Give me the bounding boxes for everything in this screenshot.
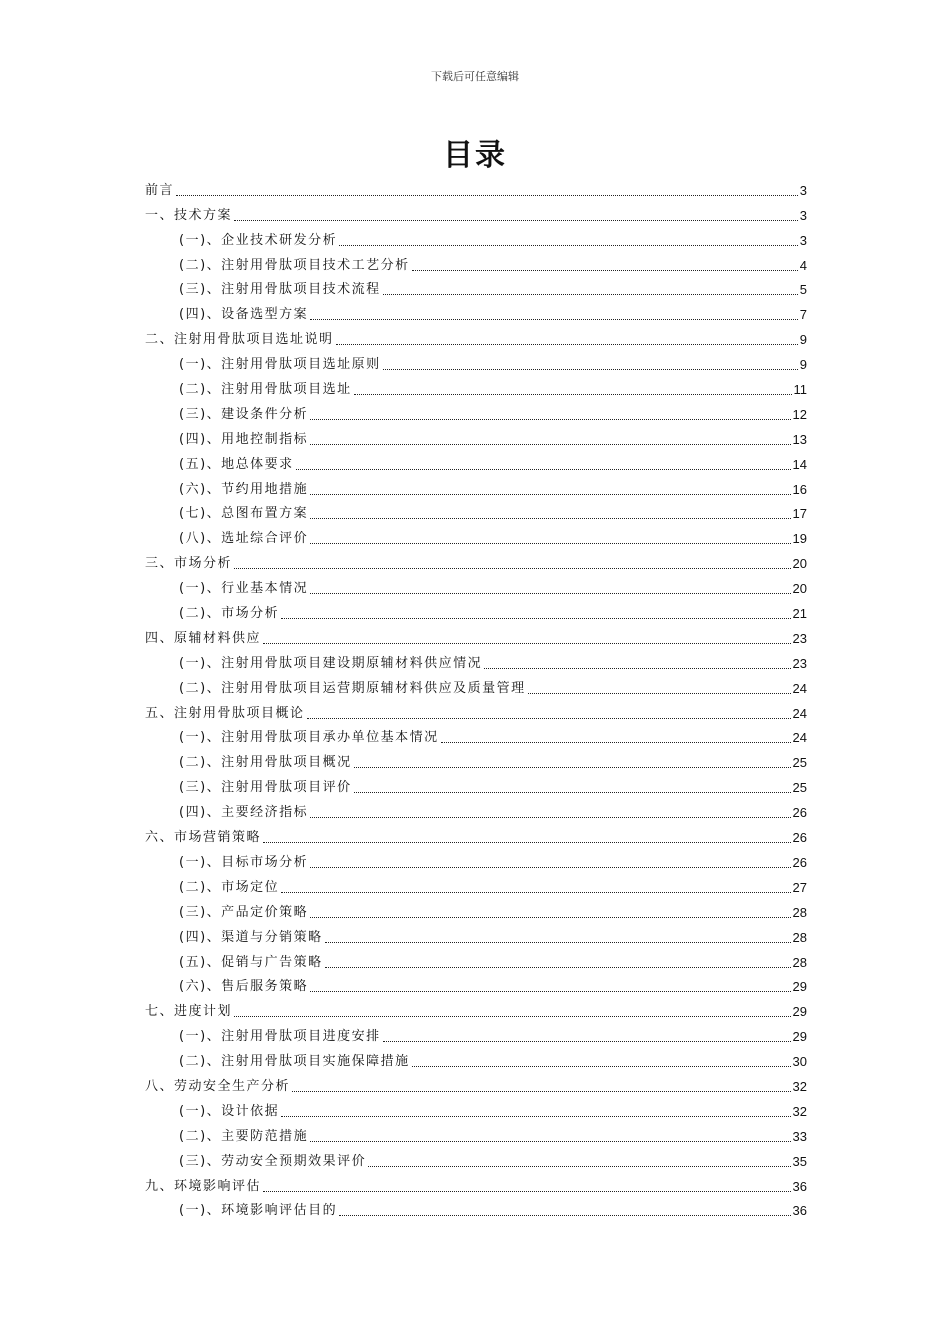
toc-entry-page: 27 — [792, 879, 807, 895]
toc-leader-dots — [412, 1066, 791, 1067]
toc-leader-dots — [281, 1116, 790, 1117]
toc-entry-page: 5 — [799, 282, 807, 298]
toc-entry-label: 前言 — [145, 182, 175, 198]
toc-entry[interactable] — [145, 871, 807, 896]
toc-entry-label: (四)、主要经济指标 — [179, 805, 309, 821]
toc-entry-label: (八)、选址综合评价 — [179, 531, 309, 547]
toc-entry-label: 六、市场营销策略 — [145, 830, 262, 846]
toc-entry-page: 7 — [799, 307, 807, 323]
toc-entry-label: (二)、注射用骨肽项目实施保障措施 — [179, 1054, 410, 1070]
toc-leader-dots — [234, 568, 791, 569]
toc-entry[interactable] — [145, 224, 807, 249]
toc-entry[interactable] — [145, 1045, 807, 1070]
toc-leader-dots — [310, 1141, 790, 1142]
toc-leader-dots — [263, 842, 791, 843]
toc-entry-page: 20 — [792, 581, 807, 597]
toc-entry[interactable] — [145, 448, 807, 473]
toc-leader-dots — [441, 742, 791, 743]
toc-entry-page: 13 — [792, 431, 807, 447]
toc-entry[interactable] — [145, 1020, 807, 1045]
toc-entry[interactable] — [145, 547, 807, 572]
toc-entry-page: 3 — [799, 207, 807, 223]
toc-entry-label: (一)、环境影响评估目的 — [179, 1203, 338, 1219]
toc-entry-page: 19 — [792, 531, 807, 547]
toc-leader-dots — [310, 817, 790, 818]
toc-entry-page: 11 — [793, 382, 807, 398]
toc-leader-dots — [336, 344, 798, 345]
toc-entry-page: 24 — [792, 730, 807, 746]
toc-entry-label: (一)、目标市场分析 — [179, 854, 309, 870]
toc-entry-page: 9 — [799, 332, 807, 348]
toc-leader-dots — [296, 469, 791, 470]
toc-entry-page: 23 — [792, 630, 807, 646]
toc-entry-page: 24 — [792, 680, 807, 696]
toc-entry-label: (二)、市场定位 — [179, 879, 280, 895]
toc-entry-page: 25 — [792, 755, 807, 771]
toc-leader-dots — [354, 394, 792, 395]
toc-entry-label: (七)、总图布置方案 — [179, 506, 309, 522]
toc-entry[interactable] — [145, 1120, 807, 1145]
toc-entry-label: (三)、产品定价策略 — [179, 904, 309, 920]
toc-entry-label: (二)、注射用骨肽项目运营期原辅材料供应及质量管理 — [179, 680, 526, 696]
toc-entry-label: (五)、地总体要求 — [179, 456, 294, 472]
toc-entry-label: 四、原辅材料供应 — [145, 630, 262, 646]
toc-entry[interactable] — [145, 174, 807, 199]
toc-entry-label: (二)、注射用骨肽项目技术工艺分析 — [179, 257, 410, 273]
toc-entry-page: 29 — [792, 1029, 807, 1045]
toc-entry-label: (三)、劳动安全预期效果评价 — [179, 1153, 367, 1169]
toc-entry[interactable] — [145, 274, 807, 299]
toc-entry[interactable] — [145, 373, 807, 398]
toc-leader-dots — [325, 967, 791, 968]
toc-entry-page: 12 — [792, 406, 807, 422]
toc-entry-page: 29 — [792, 1004, 807, 1020]
toc-entry[interactable] — [145, 722, 807, 747]
toc-entry-label: 一、技术方案 — [145, 207, 233, 223]
toc-entry-page: 23 — [792, 655, 807, 671]
toc-entry[interactable] — [145, 896, 807, 921]
toc-entry[interactable] — [145, 522, 807, 547]
toc-entry[interactable] — [145, 796, 807, 821]
toc-entry-label: (一)、注射用骨肽项目进度安排 — [179, 1029, 381, 1045]
toc-entry-label: (二)、注射用骨肽项目概况 — [179, 755, 352, 771]
toc-entry-label: (四)、渠道与分销策略 — [179, 929, 323, 945]
toc-entry[interactable] — [145, 423, 807, 448]
toc-entry-label: (三)、注射用骨肽项目评价 — [179, 780, 352, 796]
toc-entry[interactable] — [145, 1145, 807, 1170]
toc-leader-dots — [310, 991, 790, 992]
toc-entry-page: 9 — [799, 357, 807, 373]
toc-leader-dots — [528, 693, 791, 694]
toc-entry-page: 3 — [799, 182, 807, 198]
table-of-contents — [145, 174, 807, 1219]
toc-entry-label: (三)、注射用骨肽项目技术流程 — [179, 282, 381, 298]
toc-leader-dots — [307, 718, 791, 719]
toc-entry-page: 28 — [792, 929, 807, 945]
toc-entry[interactable] — [145, 921, 807, 946]
toc-entry[interactable] — [145, 746, 807, 771]
toc-entry-page: 32 — [792, 1078, 807, 1094]
toc-leader-dots — [234, 220, 798, 221]
toc-entry-label: (二)、市场分析 — [179, 606, 280, 622]
toc-leader-dots — [339, 1215, 790, 1216]
toc-entry[interactable] — [145, 821, 807, 846]
toc-entry[interactable] — [145, 647, 807, 672]
toc-leader-dots — [310, 319, 798, 320]
toc-leader-dots — [263, 643, 791, 644]
toc-leader-dots — [412, 270, 798, 271]
toc-entry[interactable] — [145, 946, 807, 971]
toc-entry-page: 24 — [792, 705, 807, 721]
toc-leader-dots — [234, 1016, 791, 1017]
toc-entry-label: 八、劳动安全生产分析 — [145, 1078, 291, 1094]
toc-entry-page: 4 — [799, 257, 807, 273]
toc-entry-page: 36 — [792, 1178, 807, 1194]
toc-entry[interactable] — [145, 597, 807, 622]
toc-entry[interactable] — [145, 622, 807, 647]
toc-entry[interactable] — [145, 1195, 807, 1220]
toc-leader-dots — [310, 593, 790, 594]
toc-entry-page: 30 — [792, 1054, 807, 1070]
toc-entry[interactable] — [145, 323, 807, 348]
toc-entry-page: 36 — [792, 1203, 807, 1219]
toc-leader-dots — [310, 543, 790, 544]
toc-entry-page: 21 — [792, 606, 807, 622]
toc-entry-page: 28 — [792, 954, 807, 970]
toc-entry[interactable] — [145, 572, 807, 597]
toc-leader-dots — [263, 1191, 791, 1192]
toc-entry[interactable] — [145, 199, 807, 224]
toc-leader-dots — [310, 917, 790, 918]
toc-entry[interactable] — [145, 473, 807, 498]
toc-entry[interactable] — [145, 697, 807, 722]
toc-entry[interactable] — [145, 398, 807, 423]
toc-leader-dots — [292, 1091, 791, 1092]
toc-entry-label: (二)、注射用骨肽项目选址 — [179, 382, 352, 398]
toc-entry[interactable] — [145, 846, 807, 871]
toc-entry-page: 16 — [792, 481, 807, 497]
toc-entry-label: 九、环境影响评估 — [145, 1178, 262, 1194]
toc-leader-dots — [310, 444, 790, 445]
toc-entry[interactable] — [145, 995, 807, 1020]
toc-entry-page: 32 — [792, 1103, 807, 1119]
toc-leader-dots — [281, 892, 790, 893]
toc-leader-dots — [281, 618, 790, 619]
toc-entry-label: (三)、建设条件分析 — [179, 406, 309, 422]
toc-leader-dots — [354, 767, 791, 768]
toc-entry[interactable] — [145, 771, 807, 796]
toc-entry-label: (一)、注射用骨肽项目建设期原辅材料供应情况 — [179, 655, 483, 671]
toc-entry-label: 三、市场分析 — [145, 556, 233, 572]
toc-leader-dots — [484, 668, 790, 669]
toc-entry-page: 35 — [792, 1153, 807, 1169]
toc-entry-page: 29 — [792, 979, 807, 995]
toc-entry-page: 17 — [792, 506, 807, 522]
toc-entry[interactable] — [145, 249, 807, 274]
toc-entry[interactable] — [145, 971, 807, 996]
toc-leader-dots — [310, 867, 790, 868]
toc-entry[interactable] — [145, 298, 807, 323]
toc-entry-label: (一)、注射用骨肽项目承办单位基本情况 — [179, 730, 439, 746]
toc-leader-dots — [383, 294, 798, 295]
toc-entry[interactable] — [145, 348, 807, 373]
toc-leader-dots — [368, 1166, 790, 1167]
toc-entry-label: (一)、企业技术研发分析 — [179, 232, 338, 248]
toc-entry[interactable] — [145, 1095, 807, 1120]
toc-leader-dots — [176, 195, 798, 196]
toc-entry[interactable] — [145, 1170, 807, 1195]
toc-entry-page: 25 — [792, 780, 807, 796]
toc-leader-dots — [310, 494, 790, 495]
toc-entry-label: 五、注射用骨肽项目概论 — [145, 705, 305, 721]
header-note: 下载后可任意编辑 — [431, 70, 519, 83]
toc-leader-dots — [383, 369, 798, 370]
toc-entry[interactable] — [145, 498, 807, 523]
toc-entry[interactable] — [145, 672, 807, 697]
toc-entry-page: 3 — [799, 232, 807, 248]
toc-leader-dots — [339, 245, 798, 246]
toc-entry-label: (五)、促销与广告策略 — [179, 954, 323, 970]
toc-leader-dots — [310, 419, 790, 420]
toc-leader-dots — [354, 792, 791, 793]
toc-entry-label: (六)、节约用地措施 — [179, 481, 309, 497]
toc-entry-label: (一)、设计依据 — [179, 1103, 280, 1119]
toc-entry-label: 二、注射用骨肽项目选址说明 — [145, 332, 334, 348]
toc-entry-page: 14 — [792, 456, 807, 472]
toc-entry-page: 26 — [792, 854, 807, 870]
toc-entry-label: (四)、设备选型方案 — [179, 307, 309, 323]
toc-entry-label: (二)、主要防范措施 — [179, 1128, 309, 1144]
toc-entry[interactable] — [145, 1070, 807, 1095]
toc-entry-page: 20 — [792, 556, 807, 572]
toc-entry-label: (一)、行业基本情况 — [179, 581, 309, 597]
toc-entry-label: 七、进度计划 — [145, 1004, 233, 1020]
toc-entry-label: (四)、用地控制指标 — [179, 431, 309, 447]
toc-leader-dots — [325, 942, 791, 943]
toc-entry-page: 33 — [792, 1128, 807, 1144]
toc-leader-dots — [383, 1041, 791, 1042]
toc-entry-page: 26 — [792, 830, 807, 846]
toc-title: 目录 — [443, 138, 507, 173]
toc-entry-page: 26 — [792, 805, 807, 821]
toc-entry-page: 28 — [792, 904, 807, 920]
toc-leader-dots — [310, 518, 790, 519]
toc-entry-label: (六)、售后服务策略 — [179, 979, 309, 995]
toc-entry-label: (一)、注射用骨肽项目选址原则 — [179, 357, 381, 373]
